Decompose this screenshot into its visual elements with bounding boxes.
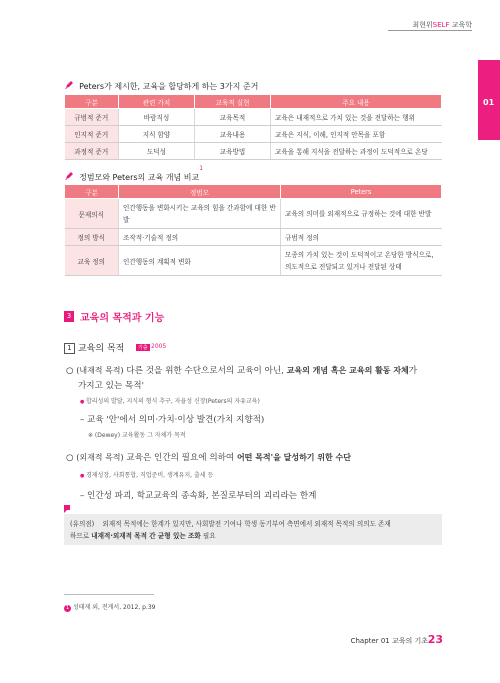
chapter-title: 교육의 목적과 기능 <box>80 313 165 324</box>
intrinsic-dash <box>80 413 264 425</box>
table-cell: 교육을 통해 지식을 전달하는 과정이 도덕적으로 온당 <box>271 143 442 160</box>
footnote-text: 성태제 외, 전게서, 2012, p.39 <box>72 604 156 611</box>
table-cell: 바람직성 <box>119 109 195 126</box>
table-row <box>65 199 442 229</box>
page-number: 23 <box>427 633 443 646</box>
dash-bullet-icon: – <box>80 415 88 425</box>
table-cell: 교육의 의미를 외재적으로 규정하는 것에 대한 반발 <box>281 199 442 229</box>
table-row <box>65 126 442 143</box>
table-header-row <box>65 95 442 109</box>
table-cell: 규범적 정의 <box>281 229 442 246</box>
intrinsic-line2: 가지고 있는 목적' <box>78 381 144 391</box>
table-row <box>65 246 442 276</box>
pencil-icon <box>64 80 74 90</box>
footnote-number: 1 <box>65 605 70 611</box>
extrinsic-emphasis: 어떤 목적'을 달성하기 위한 수단 <box>236 453 352 462</box>
row-label: 정의 방식 <box>65 229 119 246</box>
row-label: 문제의식 <box>65 199 119 229</box>
table-cell: 모종의 가치 있는 것이 도덕적이고 온당한 방식으로, 의도적으로 전달되고 있거나 전달된 상태 <box>281 246 442 276</box>
header-label: 교육학 <box>451 21 472 29</box>
peters-criteria-table <box>64 94 442 160</box>
table-cell: 교육방법 <box>195 143 271 160</box>
row-label: 교육 정의 <box>65 246 119 276</box>
footnote-rule <box>64 594 154 595</box>
table-cell: 인간행동을 변화시키는 교육의 힘을 간과함에 대한 반발 <box>119 199 281 229</box>
running-header <box>412 20 472 30</box>
table-cell: 조작적·기술적 정의 <box>119 229 281 246</box>
row-label: 인지적 준거 <box>65 126 119 143</box>
header-self: SELF <box>432 21 450 29</box>
extrinsic-text: 교육은 인간의 필요에 의하여 <box>126 453 237 463</box>
footnote-marker: 1 <box>199 165 204 172</box>
table-cell: 지식 함양 <box>119 126 195 143</box>
extrinsic-dash <box>80 489 316 501</box>
header-rule <box>388 30 472 31</box>
section1-heading <box>64 74 258 93</box>
circle-bullet-icon: ○ <box>66 453 77 463</box>
dewey-reference: ※ (Dewey) 교육활동 그 자체가 목적 <box>88 432 186 439</box>
caution-label: (유의점) <box>70 520 95 528</box>
caution-line2-start: 하므로 <box>70 532 92 540</box>
extrinsic-dash-text: 인간성 파괴, 학교교육의 종속화, 본질로부터의 괴리라는 한계 <box>87 491 317 501</box>
column-header: 관련 가치 <box>119 95 195 109</box>
footnote <box>64 602 155 612</box>
column-header: 주요 내용 <box>271 95 442 109</box>
intrinsic-dash-text: 교육 '안'에서 의미·가치·이상 발견(가치 지향적) <box>87 415 265 425</box>
caution-emphasis: 내재적·외재적 목적 간 균형 있는 조화 <box>91 532 201 540</box>
row-label: 과정적 준거 <box>65 143 119 160</box>
intrinsic-text-end: 가 <box>408 366 418 376</box>
pencil-icon <box>64 171 74 181</box>
chapter-side-tab <box>478 60 500 140</box>
table-cell: 도덕성 <box>119 143 195 160</box>
subsection-title: 교육의 목적 <box>78 344 125 354</box>
column-header: Peters <box>281 185 442 199</box>
intrinsic-note <box>80 396 260 405</box>
exam-tag: 기출 <box>138 345 148 351</box>
subsection-number-box: 1 <box>64 343 75 354</box>
table-cell: 교육은 내재적으로 가치 있는 것을 전달하는 행위 <box>271 109 442 126</box>
section1-title: Peters가 제시한, 교육을 합당하게 하는 3가지 준거 <box>79 82 259 91</box>
caution-note-box <box>64 514 442 545</box>
extrinsic-note <box>80 470 213 479</box>
table-cell: 인간행동의 계획적 변화 <box>119 246 281 276</box>
intrinsic-emphasis: 교육의 개념 혹은 교육의 활동 자체 <box>286 366 409 375</box>
section2-title: 정범모와 Peters의 교육 개념 비교 <box>79 173 200 182</box>
table-row <box>65 229 442 246</box>
intrinsic-note-text: 합리성의 발달, 지식의 형식 추구, 자율성 신장(Peters의 자유교육) <box>85 398 260 405</box>
extrinsic-label: (외재적 목적) <box>76 453 124 462</box>
section2-heading <box>64 165 203 184</box>
caution-line2-end: 필요 <box>200 532 216 540</box>
intrinsic-aim-paragraph <box>66 364 446 376</box>
caution-line1: 외재적 목적에는 한계가 있지만, 사회발전 기여나 학생 동기부여 측면에서 외재적 목적의 의의도 존재 <box>102 520 391 528</box>
header-brand: 최현위 <box>412 21 433 29</box>
dot-bullet-icon: ● <box>80 473 86 479</box>
chapter-number-badge: 3 <box>64 311 74 322</box>
side-tab-number: 01 <box>483 98 495 107</box>
table-cell: 교육내용 <box>195 126 271 143</box>
dash-bullet-icon: – <box>80 491 88 501</box>
table-cell: 교육은 지식, 이해, 인지적 안목을 포함 <box>271 126 442 143</box>
extrinsic-note-text: 경제성장, 사회통합, 직업준비, 생계유지, 출세 등 <box>85 472 214 479</box>
column-header: 구분 <box>65 95 119 109</box>
table-header-row <box>65 185 442 199</box>
extrinsic-aim-paragraph <box>66 451 446 463</box>
dot-bullet-icon: ● <box>80 399 86 405</box>
column-header: 정범모 <box>119 185 281 199</box>
footer-chapter: Chapter 01 교육의 기초 <box>350 637 428 645</box>
intrinsic-text: 다른 것을 위한 수단으로서의 교육이 아닌, <box>126 366 287 376</box>
table-row <box>65 109 442 126</box>
comparison-table <box>64 184 442 276</box>
intrinsic-label: (내재적 목적) <box>76 366 124 375</box>
circle-bullet-icon: ○ <box>66 366 77 376</box>
flag-icon <box>64 505 72 513</box>
column-header: 교육적 실현 <box>195 95 271 109</box>
table-row <box>65 143 442 160</box>
exam-year: 2005 <box>151 343 167 350</box>
row-label: 규범적 준거 <box>65 109 119 126</box>
table-cell: 교육목적 <box>195 109 271 126</box>
column-header: 구분 <box>65 185 119 199</box>
